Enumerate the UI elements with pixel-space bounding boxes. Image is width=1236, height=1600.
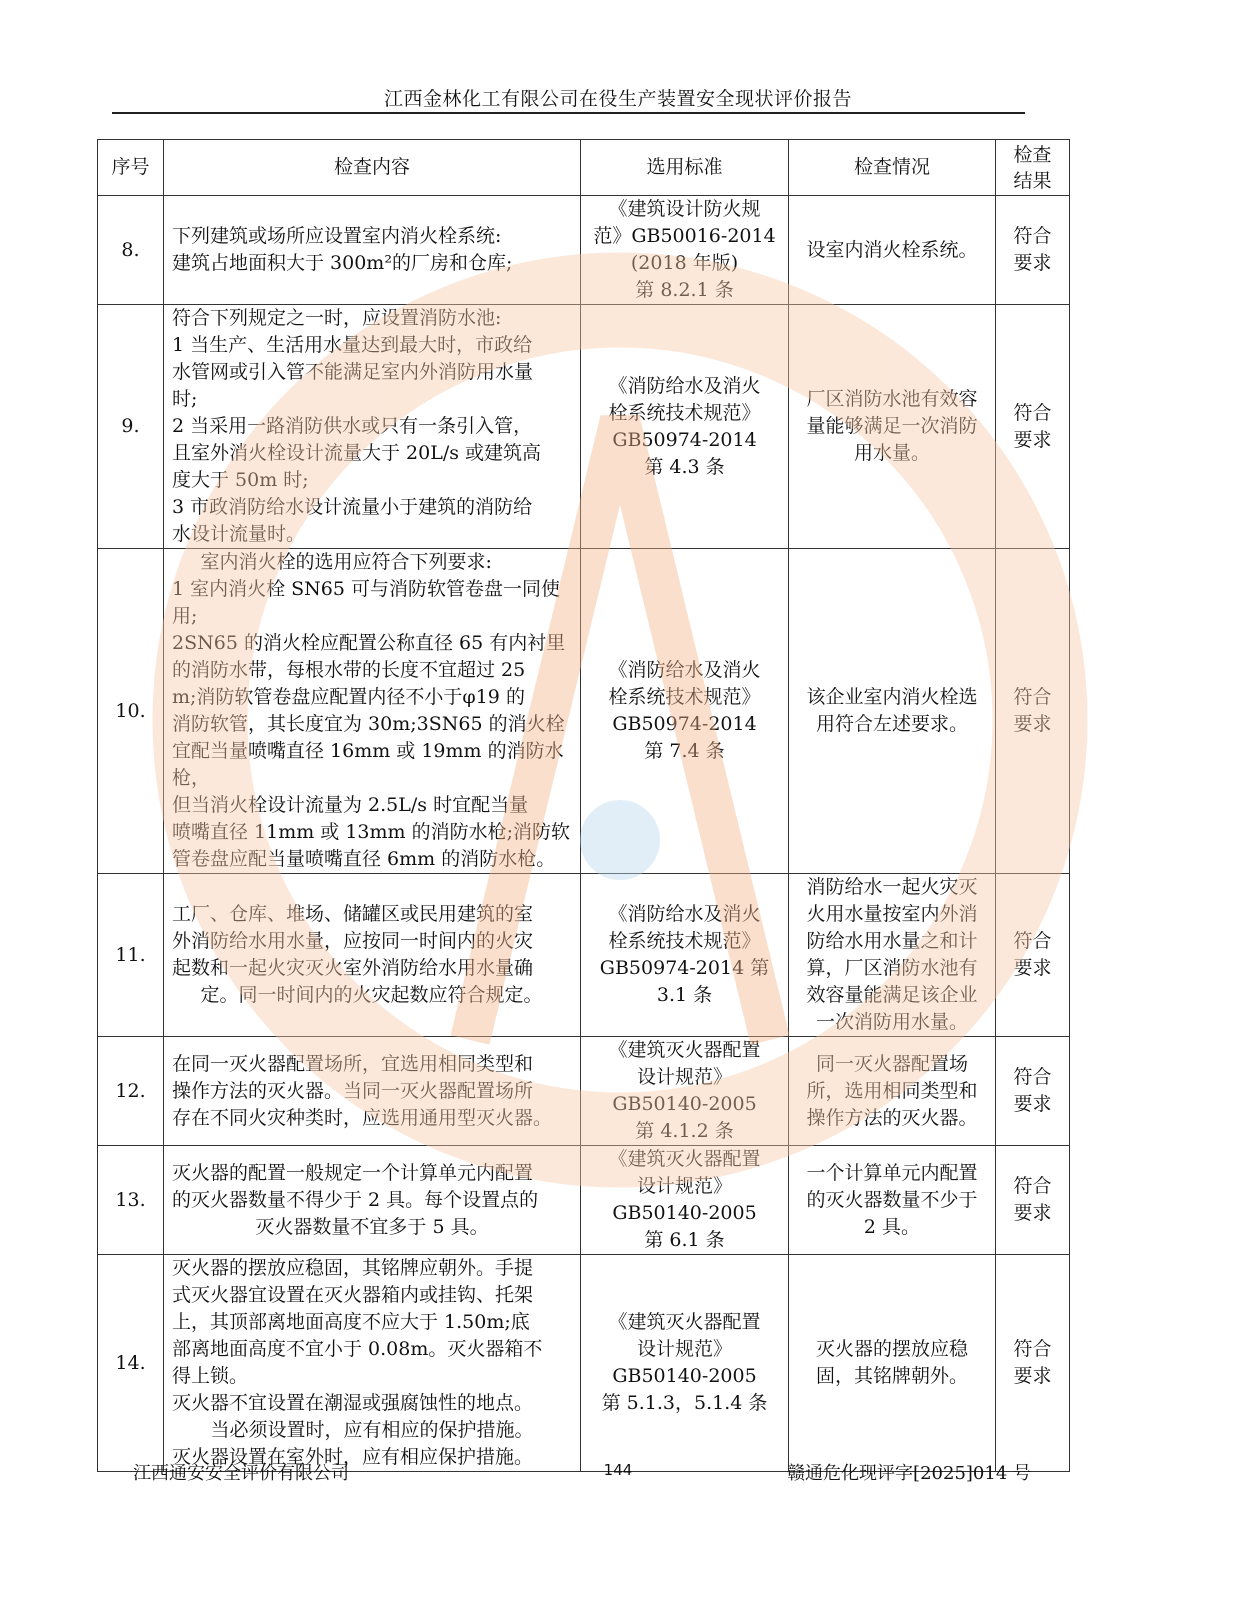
check-situation-line: 该企业室内消火栓选: [806, 686, 978, 708]
standard-reference-line: 3.1 条: [656, 984, 713, 1006]
check-situation-line: 一次消防用水量。: [815, 1011, 968, 1033]
check-situation-line: 操作方法的灭火器。: [806, 1106, 978, 1129]
standard-reference-line: 《建筑设计防火规: [608, 198, 761, 220]
column-header-standard: 选用标准: [581, 140, 789, 196]
check-content-line: 时;: [172, 388, 198, 410]
standard-reference-cell: [581, 1037, 789, 1146]
check-result-line: 要求: [1013, 1202, 1052, 1224]
row-number: 8.: [121, 238, 140, 261]
check-situation-line: 灭火器的摆放应稳: [815, 1338, 968, 1360]
check-content-line: 灭火器的摆放应稳固，其铭牌应朝外。手提: [172, 1257, 534, 1279]
check-content-line: 存在不同火灾种类时，应选用通用型灭火器。: [172, 1106, 553, 1129]
footer-doc-number: 赣通危化现评字[2025]014 号: [787, 1463, 1031, 1484]
row-number-cell: [98, 305, 164, 549]
check-content-line: 式灭火器宜设置在灭火器箱内或挂钩、托架: [172, 1284, 534, 1306]
check-situation-line: 一个计算单元内配置: [806, 1161, 978, 1184]
check-result-line: 符合: [1013, 1175, 1052, 1197]
column-header-content: 检查内容: [164, 140, 581, 196]
check-content-line: 操作方法的灭火器。当同一灭火器配置场所: [172, 1079, 534, 1102]
check-situation-line: 效容量能满足该企业: [806, 984, 978, 1006]
check-content-line: 宜配当量喷嘴直径 16mm 或 19mm 的消防水枪，: [172, 740, 564, 789]
check-content-line: 工厂、仓库、堆场、储罐区或民用建筑的室: [172, 903, 534, 925]
check-content-line: 水设计流量时。: [172, 523, 306, 545]
check-content-cell: [164, 1146, 581, 1255]
check-result-cell: [996, 1037, 1070, 1146]
standard-reference-line: 栓系统技术规范》: [608, 930, 761, 952]
page-header: 江西金林化工有限公司在役生产装置安全现状评价报告: [383, 88, 852, 110]
row-number-cell: [98, 1146, 164, 1255]
check-situation-line: 的灭火器数量不少于: [806, 1188, 978, 1211]
check-result-line: 符合: [1013, 225, 1052, 247]
table-header-row: [98, 140, 1070, 196]
check-situation-line: 火用水量按室内外消: [806, 903, 978, 925]
check-result-line: 要求: [1013, 428, 1052, 451]
row-number: 14.: [115, 1351, 146, 1374]
row-number: 10.: [115, 699, 146, 722]
row-number: 9.: [121, 415, 140, 437]
row-number-cell: [98, 1255, 164, 1472]
row-number: 12.: [115, 1079, 146, 1102]
check-result-line: 符合: [1013, 401, 1052, 424]
standard-reference-line: GB50140-2005: [612, 1202, 757, 1224]
table-row: [98, 196, 1070, 305]
check-content-line: 2 当采用一路消防供水或只有一条引入管，: [172, 415, 533, 437]
check-content-line: 定。同一时间内的火灾起数应符合规定。: [200, 984, 543, 1006]
table-row: [98, 874, 1070, 1037]
check-result-cell: [996, 1146, 1070, 1255]
check-content-line: 室内消火栓的选用应符合下列要求:: [200, 551, 492, 573]
standard-reference-line: 第 6.1 条: [644, 1229, 725, 1251]
check-situation-cell: [789, 549, 996, 874]
check-content-cell: [164, 1037, 581, 1146]
check-content-line: 外消防给水用水量，应按同一时间内的火灾: [172, 930, 534, 952]
check-situation-line: 2 具。: [863, 1215, 921, 1238]
check-content-line: 灭火器设置在室外时，应有相应保护措施。: [172, 1446, 534, 1468]
row-number-cell: [98, 196, 164, 305]
column-header-no: 序号: [98, 140, 164, 196]
standard-reference-line: 设计规范》: [636, 1175, 732, 1197]
standard-reference-line: 栓系统技术规范》: [608, 686, 761, 708]
check-content-line: 水管网或引入管不能满足室内外消防用水量: [172, 361, 534, 383]
table-row: [98, 305, 1070, 549]
check-content-line: 灭火器数量不宜多于 5 具。: [255, 1215, 489, 1238]
check-situation-line: 量能够满足一次消防: [806, 415, 978, 437]
standard-reference-cell: [581, 874, 789, 1037]
standard-reference-line: 《建筑灭火器配置: [608, 1311, 761, 1333]
check-situation-line: 用水量。: [853, 442, 930, 464]
standard-reference-cell: [581, 549, 789, 874]
check-situation-cell: [789, 196, 996, 305]
check-situation-cell: [789, 874, 996, 1037]
footer-page-number: 144: [603, 1461, 633, 1479]
check-situation-line: 厂区消防水池有效容: [806, 388, 978, 410]
header-rule: [112, 112, 1025, 114]
table-row: [98, 1146, 1070, 1255]
check-content-line: 1 室内消火栓 SN65 可与消防软管卷盘一同使: [172, 578, 561, 600]
check-result-line: 符合: [1013, 930, 1052, 952]
check-content-line: 当必须设置时，应有相应的保护措施。: [210, 1419, 534, 1441]
row-number-cell: [98, 1037, 164, 1146]
check-result-line: 符合: [1013, 1338, 1052, 1360]
check-content-line: 灭火器的配置一般规定一个计算单元内配置: [172, 1161, 534, 1184]
check-content-line: 3 市政消防给水设计流量小于建筑的消防给: [172, 496, 533, 518]
check-content-line: 下列建筑或场所应设置室内消火栓系统:: [172, 225, 502, 247]
check-content-line: 得上锁。: [172, 1365, 249, 1387]
check-situation-cell: [789, 1255, 996, 1472]
check-situation-line: 防给水用水量之和计: [806, 930, 978, 952]
check-content-cell: [164, 1255, 581, 1472]
standard-reference-line: GB50974-2014: [612, 428, 757, 451]
standard-reference-line: GB50974-2014 第: [599, 957, 770, 979]
standard-reference-line: 设计规范》: [636, 1338, 732, 1360]
check-content-line: 1 当生产、生活用水量达到最大时，市政给: [172, 334, 533, 356]
inspection-table: [97, 139, 1070, 1472]
check-content-line: 度大于 50m 时;: [172, 469, 309, 491]
check-content-cell: [164, 305, 581, 549]
check-situation-cell: [789, 1146, 996, 1255]
check-situation-cell: [789, 1037, 996, 1146]
column-header-result-text: 检查结果: [1013, 143, 1052, 192]
standard-reference-line: 第 4.1.2 条: [635, 1120, 734, 1142]
check-content-line: 的消防水带，每根水带的长度不宜超过 25: [172, 659, 526, 681]
check-content-line: 符合下列规定之一时，应设置消防水池:: [172, 307, 502, 329]
check-result-cell: [996, 874, 1070, 1037]
check-result-line: 符合: [1013, 686, 1052, 708]
check-result-cell: [996, 549, 1070, 874]
row-number-cell: [98, 874, 164, 1037]
check-content-line: 的灭火器数量不得少于 2 具。每个设置点的: [172, 1188, 539, 1211]
standard-reference-line: 《建筑灭火器配置: [608, 1148, 761, 1170]
standard-reference-line: 第 5.1.3，5.1.4 条: [601, 1392, 768, 1414]
standard-reference-cell: [581, 1146, 789, 1255]
check-content-line: 部离地面高度不宜小于 0.08m。灭火器箱不: [172, 1338, 543, 1360]
check-content-line: 但当消火栓设计流量为 2.5L/s 时宜配当量: [172, 794, 529, 816]
check-situation-line: 设室内消火栓系统。: [806, 238, 978, 261]
standard-reference-line: 第 4.3 条: [644, 455, 725, 478]
standard-reference-cell: [581, 1255, 789, 1472]
check-content-line: 用;: [172, 605, 198, 627]
column-header-situation: 检查情况: [789, 140, 996, 196]
standard-reference-line: 范》GB50016-2014: [593, 225, 776, 247]
check-result-cell: [996, 305, 1070, 549]
standard-reference-line: GB50140-2005: [612, 1365, 757, 1387]
check-result-line: 要求: [1013, 1093, 1052, 1115]
column-header-result: [996, 140, 1070, 196]
standard-reference-line: (2018 年版): [630, 252, 739, 274]
check-content-line: 起数和一起火灾灭火室外消防给水用水量确: [172, 957, 534, 979]
standard-reference-line: 第 8.2.1 条: [635, 279, 734, 301]
standard-reference-line: 《建筑灭火器配置: [608, 1039, 761, 1061]
table-body: [98, 196, 1070, 1472]
row-number: 11.: [115, 943, 146, 966]
check-result-cell: [996, 196, 1070, 305]
check-content-line: 喷嘴直径 11mm 或 13mm 的消防水枪;消防软: [172, 821, 570, 843]
check-content-cell: [164, 196, 581, 305]
check-situation-line: 所，选用相同类型和: [806, 1079, 978, 1102]
check-result-line: 要求: [1013, 1365, 1052, 1387]
check-content-line: 灭火器不宜设置在潮湿或强腐蚀性的地点。: [172, 1392, 534, 1414]
check-content-line: 消防软管，其长度宜为 30m;3SN65 的消火栓: [172, 713, 565, 735]
standard-reference-line: 《消防给水及消火: [608, 903, 761, 925]
standard-reference-line: 第 7.4 条: [644, 740, 725, 762]
standard-reference-line: 《消防给水及消火: [608, 374, 761, 397]
check-situation-line: 算，厂区消防水池有: [806, 957, 978, 979]
check-situation-cell: [789, 305, 996, 549]
check-content-cell: [164, 549, 581, 874]
footer-company: 江西通安安全评价有限公司: [133, 1463, 349, 1484]
standard-reference-line: GB50974-2014: [612, 713, 757, 735]
check-content-line: 在同一灭火器配置场所，宜选用相同类型和: [172, 1052, 534, 1075]
table-row: [98, 1255, 1070, 1472]
check-content-line: 2SN65 的消火栓应配置公称直径 65 有内衬里: [172, 632, 566, 654]
check-situation-line: 消防给水一起火灾灭: [806, 876, 978, 898]
check-content-line: 上，其顶部离地面高度不应大于 1.50m;底: [172, 1311, 530, 1333]
check-content-line: 且室外消火栓设计流量大于 20L/s 或建筑高: [172, 442, 542, 464]
check-situation-line: 固，其铭牌朝外。: [815, 1365, 968, 1387]
table-row: [98, 549, 1070, 874]
check-result-line: 要求: [1013, 957, 1052, 979]
check-situation-line: 同一灭火器配置场: [815, 1052, 968, 1075]
standard-reference-line: GB50140-2005: [612, 1093, 757, 1115]
check-content-line: 管卷盘应配当量喷嘴直径 6mm 的消防水枪。: [172, 848, 556, 870]
check-result-cell: [996, 1255, 1070, 1472]
table-row: [98, 1037, 1070, 1146]
standard-reference-line: 设计规范》: [636, 1066, 732, 1088]
check-content-line: 建筑占地面积大于 300m²的厂房和仓库;: [172, 252, 513, 274]
standard-reference-cell: [581, 196, 789, 305]
row-number-cell: [98, 549, 164, 874]
check-result-line: 要求: [1013, 713, 1052, 735]
standard-reference-line: 栓系统技术规范》: [608, 401, 761, 424]
standard-reference-line: 《消防给水及消火: [608, 659, 761, 681]
row-number: 13.: [115, 1188, 146, 1211]
check-situation-line: 用符合左述要求。: [815, 713, 968, 735]
check-content-line: m;消防软管卷盘应配置内径不小于φ19 的: [172, 686, 525, 708]
check-content-cell: [164, 874, 581, 1037]
check-result-line: 要求: [1013, 252, 1052, 274]
check-result-line: 符合: [1013, 1066, 1052, 1088]
standard-reference-cell: [581, 305, 789, 549]
